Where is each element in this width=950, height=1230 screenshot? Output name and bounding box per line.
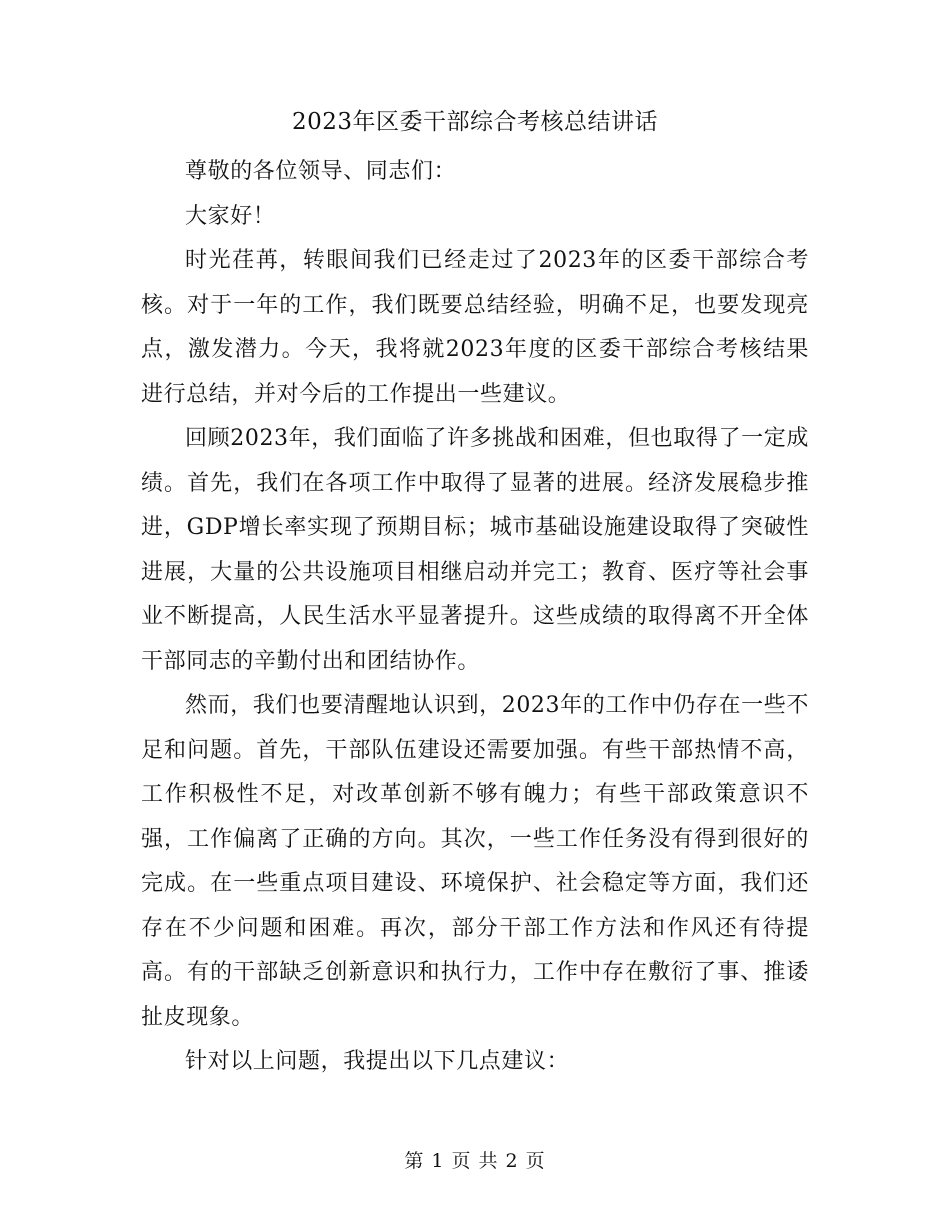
paragraph-achievements: 回顾2023年，我们面临了许多挑战和困难，但也取得了一定成绩。首先，我们在各项工作中取得了显著的进展。经济发展稳步推进，GDP增长率实现了预期目标；城市基础设施建设取得了突破性进展，大量的公共设施项目相继启动并完工；教育、医疗等社会事业不断提高，人民生活水平显著提升。这些成绩的取得离不开全体干部同志的辛勤付出和团结协作。: [141, 426, 809, 674]
document-title: 2023年区委干部综合考核总结讲话: [291, 109, 659, 135]
salutation: 尊敬的各位领导、同志们：: [185, 159, 457, 184]
paragraph-intro: 时光荏苒，转眼间我们已经走过了2023年的区委干部综合考核。对于一年的工作，我们既要总结经验，明确不足，也要发现亮点，激发潜力。今天，我将就2023年度的区委干部综合考核结果进行总结，并对今后的工作提出一些建议。: [141, 248, 809, 407]
paragraph-problems: 然而，我们也要清醒地认识到，2023年的工作中仍存在一些不足和问题。首先，干部队伍建设还需要加强。有些干部热情不高，工作积极性不足，对改革创新不够有魄力；有些干部政策意识不强，工作偏离了正确的方向。其次，一些工作任务没有得到很好的完成。在一些重点项目建设、环境保护、社会稳定等方面，我们还存在不少问题和困难。再次，部分干部工作方法和作风还有待提高。有的干部缺乏创新意识和执行力，工作中存在敷衍了事、推诿扯皮现象。: [141, 693, 809, 1030]
paragraph-suggestions-lead: 针对以上问题，我提出以下几点建议：: [185, 1049, 570, 1074]
page-footer: 第 1 页 共 2 页: [404, 1150, 546, 1172]
greeting: 大家好！: [185, 203, 276, 229]
document-body: [141, 150, 809, 1085]
